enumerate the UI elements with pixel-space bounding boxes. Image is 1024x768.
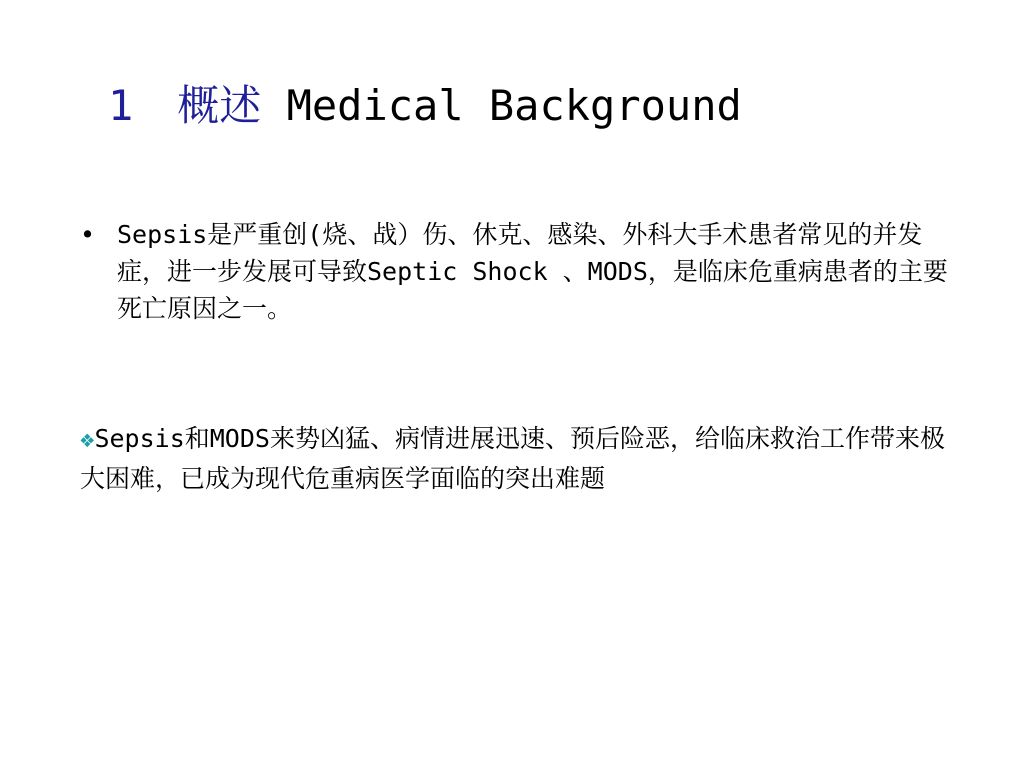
slide-title [108, 76, 742, 136]
bullet-text: Sepsis和MODS来势凶猛、病情进展迅速、预后险恶，给临床救治工作带来极大困难，已成为现代危重病医学面临的突出难题 [80, 424, 945, 493]
bullet-item-sepsis-mods [80, 419, 950, 498]
bullet-item-sepsis-complication [80, 216, 965, 327]
bullet-text: Sepsis是严重创(烧、战）伤、休克、感染、外科大手术患者常见的并发症，进一步发展可导致Septic Shock 、MODS，是临床危重病患者的主要死亡原因之一。 [117, 220, 948, 323]
title-english: Medical Background [286, 81, 742, 130]
title-chinese: 概述 [177, 81, 262, 130]
diamond-bullet-icon: ❖ [80, 425, 95, 453]
title-number: 1 [108, 81, 134, 130]
bullet-dot-icon: • [80, 220, 96, 249]
